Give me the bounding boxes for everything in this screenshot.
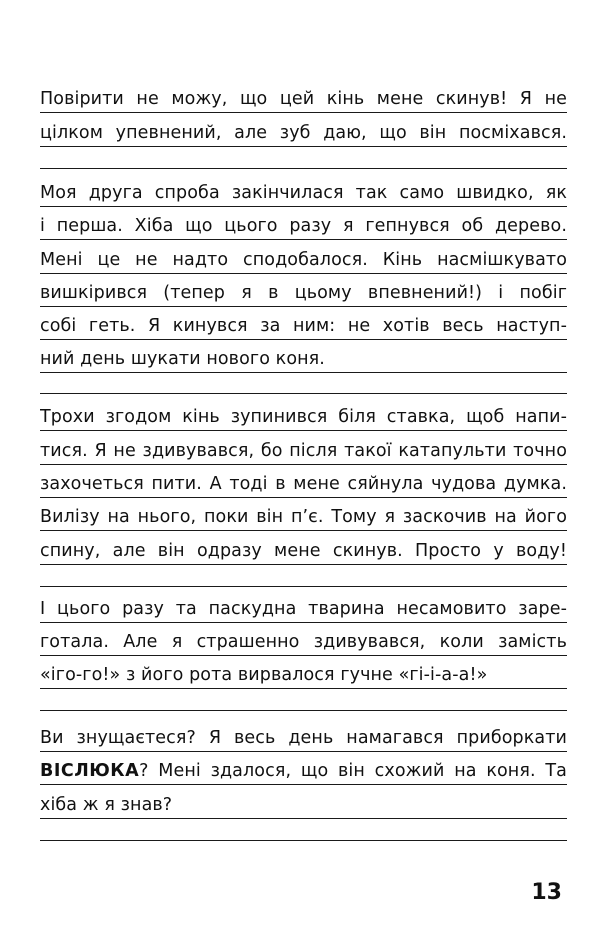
- page-number: 13: [531, 880, 562, 905]
- ruled-line: [40, 464, 567, 465]
- ruled-line: [40, 372, 567, 373]
- ruled-line: [40, 530, 567, 531]
- ruled-line: [40, 818, 567, 819]
- ruled-line: [40, 168, 567, 169]
- ruled-line: [40, 564, 567, 565]
- ruled-line: [40, 622, 567, 623]
- ruled-line: [40, 840, 567, 841]
- text-line-with-emphasis: [40, 760, 567, 782]
- ruled-line: [40, 112, 567, 113]
- ruled-line: [40, 273, 567, 274]
- ruled-line: [40, 655, 567, 656]
- ruled-line: [40, 751, 567, 752]
- text-line: готала. Але я страшенно здивувався, коли замість: [40, 632, 567, 652]
- text-line: Мені це не надто сподобалося. Кінь насмішкувато: [40, 250, 567, 270]
- ruled-line: [40, 393, 567, 394]
- text-line: хіба ж я знав?: [40, 795, 173, 815]
- text-line: Вилізу на нього, поки він п’є. Тому я заскочив на його: [40, 507, 567, 527]
- text-line: собі геть. Я кинувся за ним: не хотів весь наступ-: [40, 316, 567, 336]
- ruled-line: [40, 784, 567, 785]
- text-line: Моя друга спроба закінчилася так само швидко, як: [40, 183, 567, 203]
- ruled-line: [40, 430, 567, 431]
- text-line: захочеться пити. А тоді в мене сяйнула чудова думка.: [40, 474, 567, 494]
- text-line: і перша. Хіба що цього разу я гепнувся об дерево.: [40, 216, 567, 236]
- text-line: ний день шукати нового коня.: [40, 349, 325, 369]
- ruled-line: [40, 339, 567, 340]
- text-line: Трохи згодом кінь зупинився біля ставка, щоб напи-: [40, 407, 567, 427]
- ruled-line: [40, 497, 567, 498]
- text-line: Повірити не можу, що цей кінь мене скинув! Я не: [40, 89, 567, 109]
- text-line: тися. Я не здивувався, бо після такої катапульти точно: [40, 441, 567, 461]
- ruled-line: [40, 306, 567, 307]
- text-line-rest: ? Мені здалося, що він схожий на коня. Та: [139, 761, 567, 781]
- text-line: спину, але він одразу мене скинув. Просто у воду!: [40, 541, 567, 561]
- text-line: «іго-го!» з його рота вирвалося гучне «гі-і-а-а!»: [40, 665, 488, 685]
- ruled-line: [40, 239, 567, 240]
- emphasis-word: ВІСЛЮКА: [40, 761, 140, 781]
- text-line: вишкірився (тепер я в цьому впевнений!) і побіг: [40, 283, 567, 303]
- ruled-line: [40, 586, 567, 587]
- text-line: І цього разу та паскудна тварина несамовито заре-: [40, 599, 567, 619]
- ruled-line: [40, 146, 567, 147]
- text-line: Ви знущаєтеся? Я весь день намагався приборкати: [40, 728, 567, 748]
- ruled-line: [40, 710, 567, 711]
- text-line: цілком упевнений, але зуб даю, що він посміхався.: [40, 123, 567, 143]
- ruled-line: [40, 206, 567, 207]
- ruled-line: [40, 688, 567, 689]
